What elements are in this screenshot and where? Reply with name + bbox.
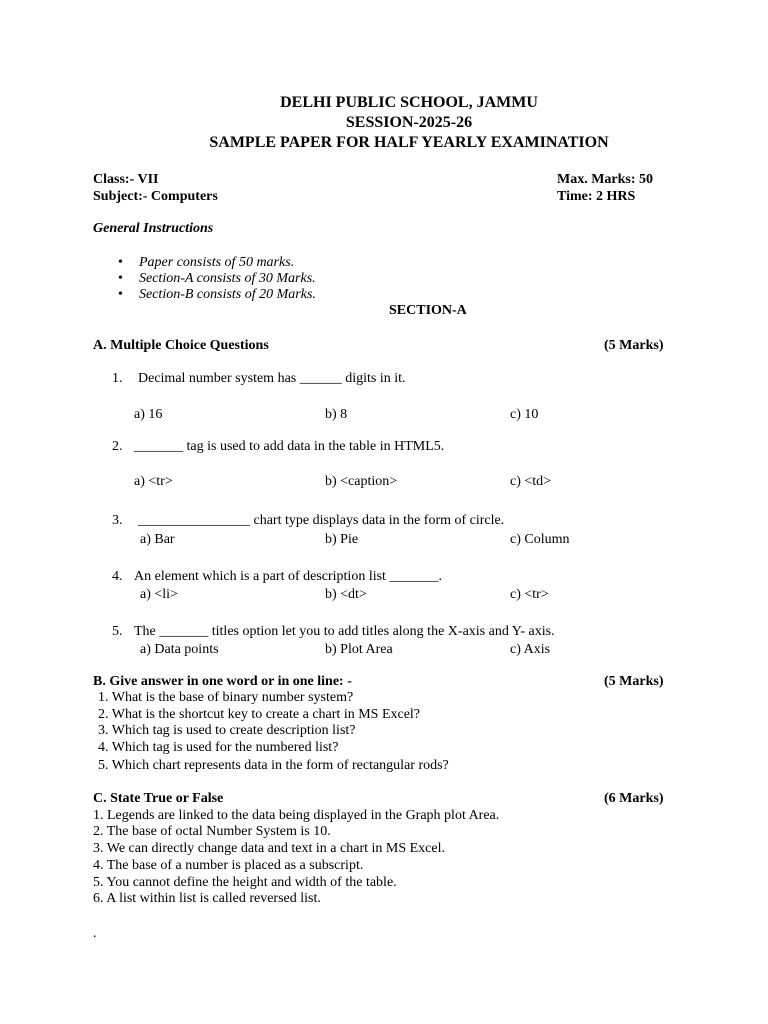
question-number: 1. [112,371,123,386]
list-item: 2. The base of octal Number System is 10. [93,824,331,839]
list-item: 4. Which tag is used for the numbered list? [98,740,339,755]
question-text: The _______ titles option let you to add titles along the X-axis and Y- axis. [134,624,555,639]
list-item: 3. Which tag is used to create description list? [98,723,356,738]
question-text: _______ tag is used to add data in the table in HTML5. [134,439,445,454]
question-number: 3. [112,513,123,528]
list-item: 1. What is the base of binary number system? [98,690,354,705]
exam-title: SAMPLE PAPER FOR HALF YEARLY EXAMINATION [209,134,609,151]
list-item: 3. We can directly change data and text in a chart in MS Excel. [93,841,445,856]
option-a: a) Bar [140,532,175,547]
mcq-heading: A. Multiple Choice Questions [93,338,269,353]
option-b: b) Plot Area [325,642,393,657]
option-a: a) <tr> [134,474,173,489]
trailing-dot: . [93,926,97,941]
option-b: b) <dt> [325,587,367,602]
list-item: 5. Which chart represents data in the form of rectangular rods? [98,758,449,773]
list-item: 2. What is the shortcut key to create a chart in MS Excel? [98,707,421,722]
class-label: Class:- VII [93,172,159,187]
section-a-title: SECTION-A [389,303,467,318]
time-allowed: Time: 2 HRS [557,189,636,204]
part-b-marks: (5 Marks) [604,674,664,689]
list-item: 5. You cannot define the height and width of the table. [93,875,397,890]
list-item: 6. A list within list is called reversed list. [93,891,321,906]
option-b: b) <caption> [325,474,398,489]
list-item: 4. The base of a number is placed as a subscript. [93,858,364,873]
max-marks: Max. Marks: 50 [557,172,654,187]
part-c-heading: C. State True or False [93,791,224,806]
option-a: a) Data points [140,642,219,657]
part-c-marks: (6 Marks) [604,791,664,806]
option-b: b) Pie [325,532,359,547]
question-text: Decimal number system has ______ digits in it. [138,371,406,386]
option-a: a) <li> [140,587,178,602]
subject-label: Subject:- Computers [93,189,218,204]
question-number: 4. [112,569,123,584]
option-b: b) 8 [325,407,348,422]
option-c: c) Axis [510,642,551,657]
option-c: c) <tr> [510,587,549,602]
instruction-item: • Section-B consists of 20 Marks. [139,287,316,303]
option-a: a) 16 [134,407,163,422]
instructions-heading: General Instructions [93,221,214,236]
option-c: c) 10 [510,407,539,422]
session-label: SESSION-2025-26 [345,114,473,131]
mcq-marks: (5 Marks) [604,338,664,353]
part-b-heading: B. Give answer in one word or in one line: - [93,674,352,689]
question-number: 5. [112,624,123,639]
instruction-item: • Section-A consists of 30 Marks. [139,271,316,287]
school-name: DELHI PUBLIC SCHOOL, JAMMU [280,94,538,111]
option-c: c) Column [510,532,570,547]
question-number: 2. [112,439,123,454]
list-item: 1. Legends are linked to the data being displayed in the Graph plot Area. [93,808,500,823]
question-text: An element which is a part of description list _______. [134,569,442,584]
instruction-item: • Paper consists of 50 marks. [139,255,294,271]
option-c: c) <td> [510,474,552,489]
question-text: ________________ chart type displays data in the form of circle. [138,513,505,528]
